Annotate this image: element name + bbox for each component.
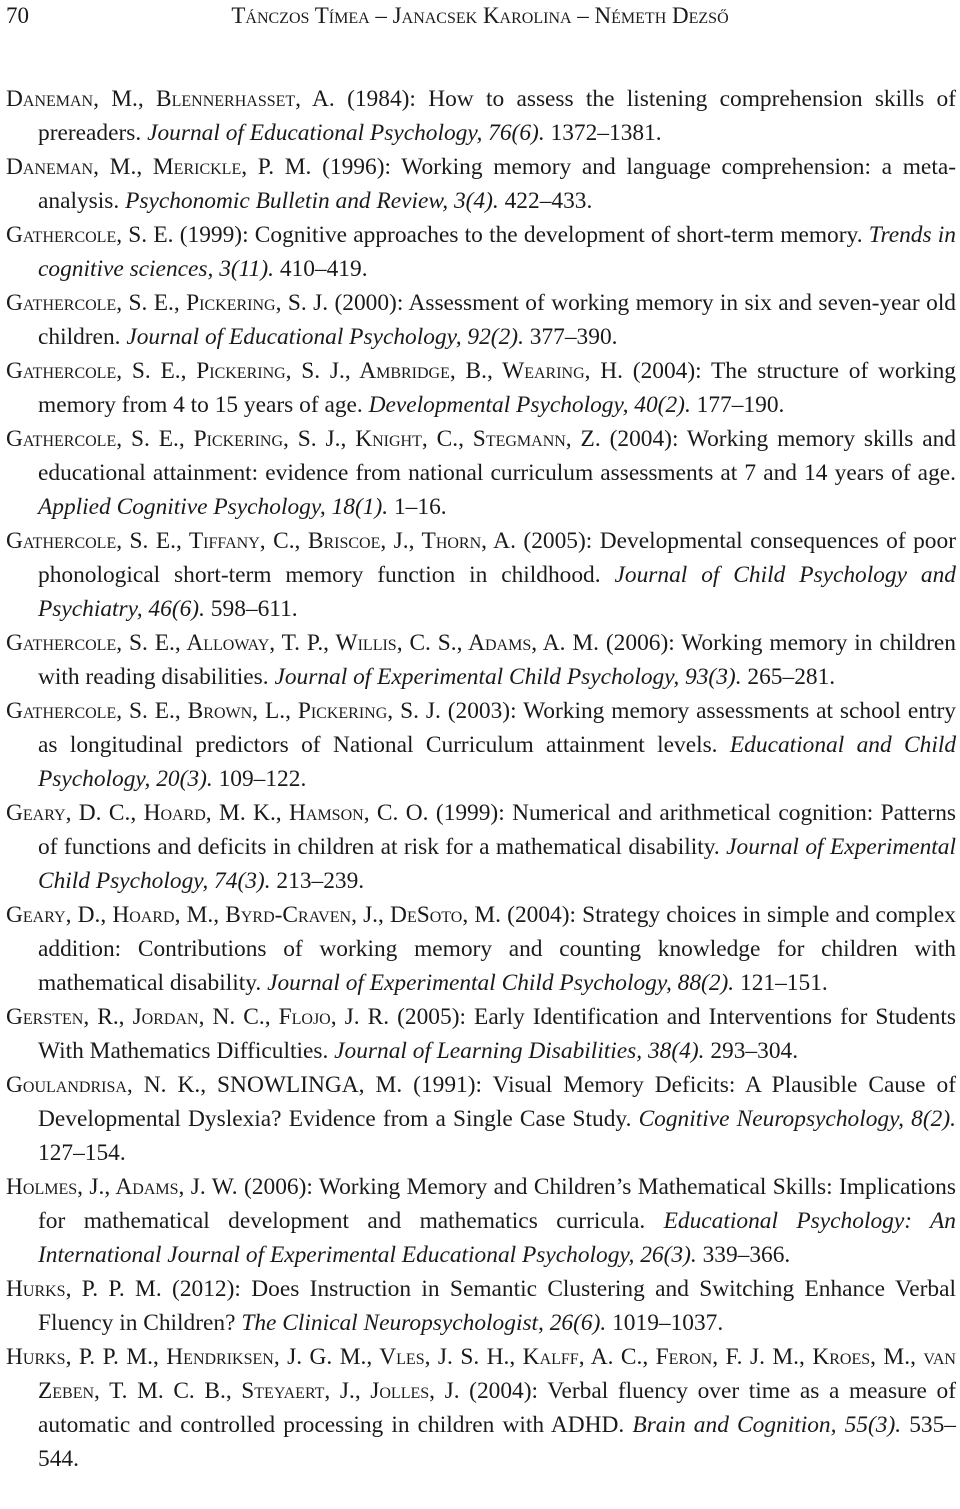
reference-authors: Gathercole, S. E., Pickering, S. J., Ambridge, B., Wearing, H. bbox=[6, 358, 624, 384]
reference-text: (2012): Does Instruction in Semantic Clustering and Switching Enhance Verbal Fluency in Children? bbox=[38, 1276, 956, 1336]
reference-pages: 1–16. bbox=[388, 494, 447, 520]
reference-pages: 177–190. bbox=[690, 392, 785, 418]
reference-pages: 422–433. bbox=[498, 188, 593, 214]
reference-journal: Psychonomic Bulletin and Review, 3(4). bbox=[125, 188, 499, 214]
reference-text: (2006): Working memory in children with reading disabilities. bbox=[38, 630, 956, 690]
reference-text: (2004): Strategy choices in simple and complex addition: Contributions of working memory and counting knowledge for children with mathematical disability. bbox=[38, 902, 956, 996]
reference-journal: Journal of Experimental Child Psychology, 93(3). bbox=[274, 664, 742, 690]
reference-entry bbox=[6, 626, 956, 694]
reference-entry bbox=[6, 82, 956, 150]
reference-authors: Holmes, J., Adams, J. W. bbox=[6, 1174, 238, 1200]
reference-journal: Applied Cognitive Psychology, 18(1). bbox=[38, 494, 389, 520]
reference-text: (2004): Verbal fluency over time as a measure of automatic and controlled processing in children with ADHD. bbox=[38, 1378, 956, 1438]
reference-text: (2005): Early Identification and Interventions for Students With Mathematics Difficulties. bbox=[38, 1004, 956, 1064]
reference-authors: Gersten, R., Jordan, N. C., Flojo, J. R. bbox=[6, 1004, 390, 1030]
reference-entry bbox=[6, 1340, 956, 1476]
reference-text: (2006): Working Memory and Children’s Mathematical Skills: Implications for mathematical development and mathematics curricula. bbox=[38, 1174, 956, 1234]
reference-entry bbox=[6, 422, 956, 524]
reference-text: (2004): The structure of working memory from 4 to 15 years of age. bbox=[38, 358, 956, 418]
reference-text: (2000): Assessment of working memory in six and seven-year old children. bbox=[38, 290, 957, 350]
reference-list bbox=[6, 82, 956, 1476]
page-number: 70 bbox=[6, 3, 29, 28]
reference-entry bbox=[6, 286, 956, 354]
reference-journal: Brain and Cognition, 55(3). bbox=[632, 1412, 902, 1438]
reference-pages: 127–154. bbox=[38, 1140, 126, 1166]
reference-text: (1984): How to assess the listening comprehension skills of prereaders. bbox=[38, 86, 957, 146]
reference-journal: The Clinical Neuropsychologist, 26(6). bbox=[241, 1310, 607, 1336]
reference-journal: Educational and Child Psychology, 20(3). bbox=[38, 732, 957, 792]
reference-journal: Journal of Experimental Child Psychology, 88(2). bbox=[267, 970, 735, 996]
reference-journal: Educational Psychology: An International Journal of Experimental Educational Psychology, 26(3). bbox=[38, 1208, 956, 1268]
reference-entry bbox=[6, 150, 956, 218]
reference-entry bbox=[6, 1068, 956, 1170]
reference-pages: 339–366. bbox=[696, 1242, 791, 1268]
reference-authors: Gathercole, S. E., Alloway, T. P., Willis, C. S., Adams, A. M. bbox=[6, 630, 599, 656]
reference-pages: 377–390. bbox=[523, 324, 618, 350]
reference-authors: Gathercole, S. E., Brown, L., Pickering, S. J. bbox=[6, 698, 441, 724]
reference-entry bbox=[6, 218, 956, 286]
reference-journal: Trends in cognitive sciences, 3(11). bbox=[38, 222, 957, 282]
page-header bbox=[0, 0, 960, 36]
reference-journal: Journal of Experimental Child Psychology, 74(3). bbox=[38, 834, 956, 894]
reference-text: (2003): Working memory assessments at school entry as longitudinal predictors of National Curriculum attainment levels. bbox=[38, 698, 956, 758]
reference-entry bbox=[6, 898, 956, 1000]
reference-authors: Gathercole, S. E., Pickering, S. J. bbox=[6, 290, 329, 316]
reference-pages: 293–304. bbox=[704, 1038, 799, 1064]
reference-text: (1999): Cognitive approaches to the development of short-term memory. bbox=[173, 222, 869, 248]
reference-authors: Daneman, M., Blennerhasset, A. bbox=[6, 86, 335, 112]
reference-entry bbox=[6, 1170, 956, 1272]
reference-journal: Developmental Psychology, 40(2). bbox=[368, 392, 691, 418]
reference-entry bbox=[6, 1272, 956, 1340]
reference-authors: Geary, D., Hoard, M., Byrd-Craven, J., DeSoto, M. bbox=[6, 902, 501, 928]
reference-authors: Hurks, P. P. M. bbox=[6, 1276, 162, 1302]
reference-pages: 1372–1381. bbox=[544, 120, 662, 146]
reference-pages: 213–239. bbox=[270, 868, 365, 894]
reference-pages: 535–544. bbox=[38, 1412, 956, 1472]
reference-journal: Journal of Learning Disabilities, 38(4). bbox=[334, 1038, 705, 1064]
reference-pages: 410–419. bbox=[273, 256, 368, 282]
reference-authors: Goulandrisa, N. K., bbox=[6, 1072, 207, 1098]
reference-pages: 1019–1037. bbox=[606, 1310, 724, 1336]
reference-entry bbox=[6, 524, 956, 626]
reference-authors: Gathercole, S. E. bbox=[6, 222, 174, 248]
reference-authors: Daneman, M., Merickle, P. M. bbox=[6, 154, 312, 180]
reference-text: (1999): Numerical and arithmetical cognition: Patterns of functions and deficits in children at risk for a mathematical disability. bbox=[38, 800, 956, 860]
reference-authors: Gathercole, S. E., Pickering, S. J., Knight, C., Stegmann, Z. bbox=[6, 426, 601, 452]
reference-entry bbox=[6, 796, 956, 898]
reference-journal: Journal of Educational Psychology, 92(2). bbox=[126, 324, 524, 350]
reference-pages: 121–151. bbox=[734, 970, 828, 996]
running-head: Tánczos Tímea – Janacsek Karolina – Németh Dezső bbox=[231, 3, 729, 28]
reference-entry bbox=[6, 694, 956, 796]
reference-journal: Journal of Child Psychology and Psychiatry, 46(6). bbox=[38, 562, 957, 622]
reference-journal: Journal of Educational Psychology, 76(6). bbox=[147, 120, 545, 146]
reference-authors: Geary, D. C., Hoard, M. K., Hamson, C. O. bbox=[6, 800, 429, 826]
reference-pages: 598–611. bbox=[204, 596, 298, 622]
reference-text: (2005): Developmental consequences of poor phonological short-term memory function in childhood. bbox=[38, 528, 956, 588]
reference-authors: Hurks, P. P. M., Hendriksen, J. G. M., Vles, J. S. H., Kalff, A. C., Feron, F. J. M., Kroes, M., van Zeben, T. M. C. B., Steyaert, J., Jolles, J. bbox=[6, 1344, 956, 1404]
reference-text: (2004): Working memory skills and educational attainment: evidence from national curriculum assessments at 7 and 14 years of age. bbox=[38, 426, 956, 486]
reference-text: SNOWLINGA, M. (1991): Visual Memory Deficits: A Plausible Cause of Developmental Dyslexia? Evidence from a Single Case Study. bbox=[38, 1072, 957, 1132]
reference-pages: 109–122. bbox=[212, 766, 307, 792]
reference-pages: 265–281. bbox=[741, 664, 836, 690]
reference-journal: Cognitive Neuropsychology, 8(2). bbox=[638, 1106, 956, 1132]
reference-entry bbox=[6, 1000, 956, 1068]
reference-entry bbox=[6, 354, 956, 422]
reference-authors: Gathercole, S. E., Tiffany, C., Briscoe, J., Thorn, A. bbox=[6, 528, 516, 554]
reference-text: (1996): Working memory and language comprehension: a meta-analysis. bbox=[38, 154, 956, 214]
